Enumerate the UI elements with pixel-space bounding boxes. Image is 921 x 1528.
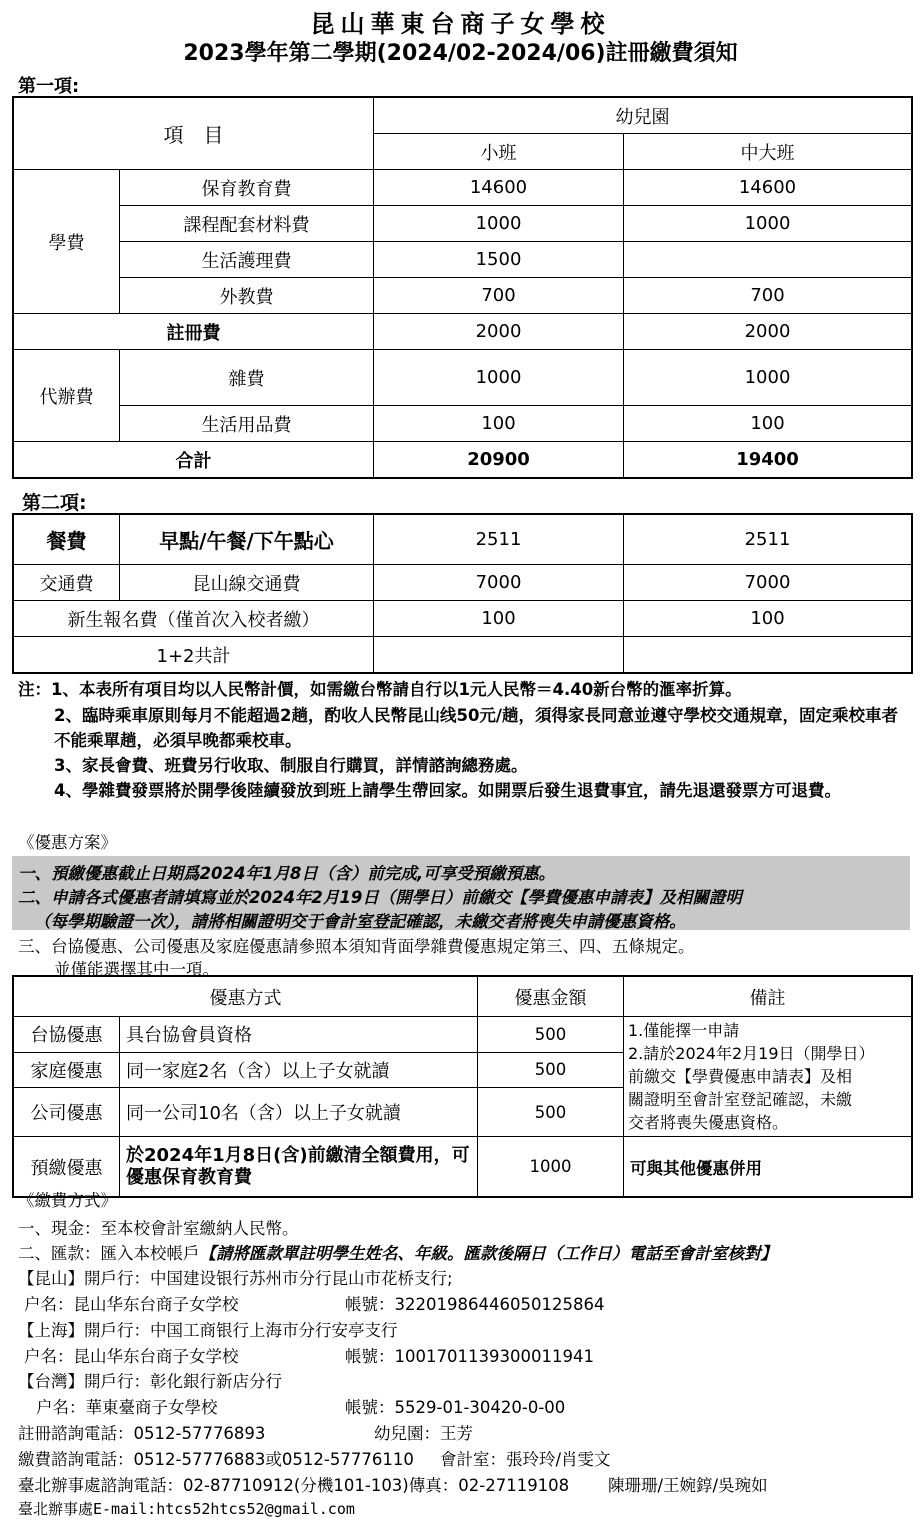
discount-condition: 於2024年1月8日(含)前繳清全額費用，可優惠保育教育費 — [120, 1137, 478, 1197]
table-row-name: 課程配套材料費 — [120, 206, 374, 242]
shanghai-bank: 【上海】開戶行：中国工商银行上海市分行安亭支行 — [18, 1321, 398, 1340]
grand-total-small — [374, 637, 624, 673]
header-discount-method: 優惠方式 — [14, 977, 478, 1017]
transport-big: 7000 — [624, 565, 912, 601]
discount-table — [13, 976, 912, 1197]
discount-line-3: （每學期驗證一次），請將相關證明交于會計室登記確認，未繳交者將喪失申請優惠資格。 — [34, 912, 686, 931]
payment-transfer-label: 二、匯款：匯入本校帳戶 — [18, 1244, 200, 1263]
table-row-name: 保育教育費 — [120, 170, 374, 206]
registration-fee-label: 註冊費 — [14, 314, 374, 350]
new-student-big: 100 — [624, 601, 912, 637]
discount-type: 公司優惠 — [14, 1088, 120, 1137]
discount-type: 家庭優惠 — [14, 1052, 120, 1088]
discount-line-5: 並僅能選擇其中一項。 — [54, 960, 219, 979]
total-label: 合計 — [14, 442, 374, 478]
payment-cash: 一、現金：至本校會計室繳納人民幣。 — [18, 1219, 299, 1238]
header-item: 項 目 — [14, 98, 374, 170]
table-cell-big: 14600 — [624, 170, 912, 206]
taipei-phone: 臺北辦事處諮詢電話：02-87710912(分機101-103)傳真：02-27119108 — [18, 1476, 570, 1495]
discount-amount: 500 — [478, 1052, 624, 1088]
taiwan-account-number: 帳號：5529-01-30420-0-00 — [345, 1398, 566, 1417]
discount-condition: 同一家庭2名（含）以上子女就讀 — [120, 1052, 478, 1088]
table-cell-big — [624, 242, 912, 278]
table-cell-small: 1000 — [374, 350, 624, 406]
new-student-fee-label: 新生報名費（僅首次入校者繳） — [14, 601, 374, 637]
grand-total-label: 1+2共計 — [14, 637, 374, 673]
section1-label: 第一項: — [18, 76, 80, 97]
new-student-small: 100 — [374, 601, 624, 637]
meal-label: 餐費 — [14, 515, 120, 565]
school-name: 昆山華東台商子女學校 — [310, 10, 611, 38]
registration-phone: 註冊諮詢電話：0512-57776893 — [18, 1424, 266, 1443]
note-1: 注：1、本表所有項目均以人民幣計價，如需繳台幣請自行以1元人民幣＝4.40新台幣的滙率折算。 — [18, 680, 742, 699]
table-cell-small: 700 — [374, 278, 624, 314]
taiwan-bank: 【台灣】開戶行：彰化銀行新店分行 — [18, 1372, 282, 1391]
payment-transfer — [18, 1240, 777, 1264]
discount-amount: 500 — [478, 1017, 624, 1053]
memo-line: 1.僅能擇一申請 — [628, 1021, 740, 1040]
discount-heading: 《優惠方案》 — [18, 833, 117, 852]
header-kindergarten: 幼兒園 — [374, 98, 912, 134]
table-cell-big: 1000 — [624, 350, 912, 406]
taiwan-account-name: 户名：華東臺商子女學校 — [36, 1398, 218, 1417]
extra-fee-table — [13, 514, 912, 673]
kunshan-bank: 【昆山】開戶行：中国建设银行苏州市分行昆山市花桥支行; — [18, 1269, 453, 1288]
kindergarten-contact: 幼兒園：王芳 — [374, 1424, 473, 1443]
accounting-contact: 會計室：張玲玲/肖雯文 — [440, 1450, 611, 1469]
meal-name: 早點/午餐/下午點心 — [120, 515, 374, 565]
table-cell-small: 1500 — [374, 242, 624, 278]
header-discount-amount: 優惠金額 — [478, 977, 624, 1017]
agency-fee-label: 代辦費 — [14, 350, 120, 442]
payment-transfer-note: 【請將匯款單註明學生姓名、年級。匯款後隔日（工作日）電話至會計室核對】 — [199, 1244, 777, 1263]
table-cell-small: 2000 — [374, 314, 624, 350]
discount-memo-combinable: 可與其他優惠併用 — [624, 1137, 912, 1197]
table-row-name: 外教費 — [120, 278, 374, 314]
kunshan-account-name: 户名：昆山华东台商子女学校 — [24, 1295, 239, 1314]
table-row-name: 生活用品費 — [120, 406, 374, 442]
table-cell-small: 14600 — [374, 170, 624, 206]
discount-memo — [624, 1017, 912, 1137]
note-4: 4、學雜費發票將於開學後陸續發放到班上請學生帶回家。如開票后發生退費事宜，請先退還發票方可退費。 — [54, 781, 841, 800]
discount-amount: 500 — [478, 1088, 624, 1137]
discount-condition: 具台協會員資格 — [120, 1017, 478, 1053]
payment-phone: 繳費諮詢電話：0512-57776883或0512-57776110 — [18, 1450, 414, 1469]
shanghai-account-name: 户名：昆山华东台商子女学校 — [24, 1347, 239, 1366]
table-cell-small: 100 — [374, 406, 624, 442]
memo-line: 前繳交【學費優惠申請表】及相 — [628, 1067, 853, 1086]
table-cell-big: 1000 — [624, 206, 912, 242]
discount-amount: 1000 — [478, 1137, 624, 1197]
header-memo: 備註 — [624, 977, 912, 1017]
meal-big: 2511 — [624, 515, 912, 565]
grand-total-big — [624, 637, 912, 673]
note-2: 2、臨時乘車原則每月不能超過2趟，酌收人民幣昆山线50元/趟，須得家長同意並遵守學校交通規章，固定乘校車者不能乘單趟，必須早晚都乘校車。 — [54, 706, 898, 750]
header-small-class: 小班 — [374, 134, 624, 170]
table-cell-big: 100 — [624, 406, 912, 442]
table-cell-big: 700 — [624, 278, 912, 314]
discount-type: 預繳優惠 — [14, 1137, 120, 1197]
header-big-class: 中大班 — [624, 134, 912, 170]
section2-label: 第二項: — [22, 492, 87, 514]
transport-small: 7000 — [374, 565, 624, 601]
note-3: 3、家長會費、班費另行收取、制服自行購買，詳情諮詢總務處。 — [54, 756, 528, 775]
document-title: 2023學年第二學期(2024/02-2024/06)註冊繳費須知 — [183, 41, 738, 66]
payment-heading: 《繳費方式》 — [18, 1191, 117, 1210]
table-cell-big: 2000 — [624, 314, 912, 350]
memo-line: 交者將喪失優惠資格。 — [628, 1113, 789, 1132]
memo-line: 關證明至會計室登記確認，未繳 — [628, 1090, 853, 1109]
total-big: 19400 — [624, 442, 912, 478]
table-cell-small: 1000 — [374, 206, 624, 242]
tuition-label: 學費 — [14, 170, 120, 314]
discount-condition: 同一公司10名（含）以上子女就讀 — [120, 1088, 478, 1137]
discount-line-4: 三、台協優惠、公司優惠及家庭優惠請參照本須知背面學雜費優惠規定第三、四、五條規定。 — [18, 937, 695, 956]
transport-label: 交通費 — [14, 565, 120, 601]
table-row-name: 雜費 — [120, 350, 374, 406]
taipei-staff: 陳珊珊/王婉錞/吳琬如 — [608, 1476, 768, 1495]
memo-line: 2.請於2024年2月19日（開學日） — [628, 1044, 875, 1063]
discount-type: 台協優惠 — [14, 1017, 120, 1053]
total-small: 20900 — [374, 442, 624, 478]
meal-small: 2511 — [374, 515, 624, 565]
discount-line-2: 二、申請各式優惠者請填寫並於2024年2月19日（開學日）前繳交【學費優惠申請表】及相關證明 — [18, 888, 742, 907]
transport-name: 昆山線交通費 — [120, 565, 374, 601]
fee-table — [13, 97, 912, 478]
shanghai-account-number: 帳號：1001701139300011941 — [345, 1347, 594, 1366]
taipei-email: 臺北辦事處E-mail:htcs52htcs52@gmail.com — [18, 1500, 355, 1518]
kunshan-account-number: 帳號：32201986446050125864 — [345, 1295, 605, 1314]
table-row-name: 生活護理費 — [120, 242, 374, 278]
discount-line-1: 一、預繳優惠截止日期爲2024年1月8日（含）前完成,可享受預繳預惠。 — [18, 864, 556, 883]
